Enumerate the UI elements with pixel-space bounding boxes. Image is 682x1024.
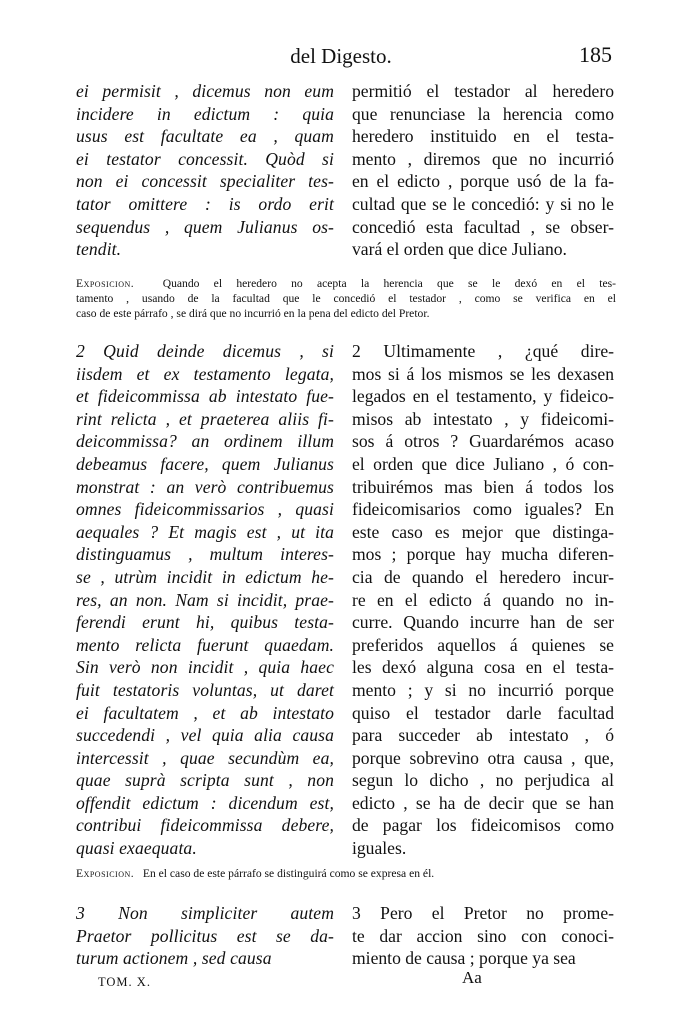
text-line: turum actionem , sed causa <box>76 948 272 969</box>
text-line: Praetor pollicitus est se da- <box>76 925 334 946</box>
text-line: mos si á los mismos se les dexasen <box>352 363 614 384</box>
text-line: mento , diremos que no incurrió <box>352 148 614 169</box>
text-line: en el edicto , porque usó de la fa- <box>352 171 614 192</box>
text-line: miento de causa ; porque ya sea <box>352 948 576 969</box>
exposicion-label: Exposicion. <box>76 277 135 290</box>
text-line: sos á otros ? Guardarémos acaso <box>352 431 614 452</box>
text-line: offendit edictum : dicendum est, <box>76 792 334 813</box>
page-number: 185 <box>579 42 612 67</box>
spanish-text-block-1 <box>352 80 614 261</box>
volume-label: TOM. X. <box>98 975 151 989</box>
text-line: intercessit , quae secundùm ea, <box>76 747 334 768</box>
exposicion-note-1: Exposicion. Quando el heredero no acepta la herencia que se le dexó en el tes- tamento , usando de la facultad que le concedió el testador , como se verifica en el caso de este párrafo , se dirá que no incurrió en la pena del edicto del Pretor. <box>76 277 616 321</box>
exposicion-note-2: Exposicion. En el caso de este párrafo se distinguirá como se expresa en él. <box>76 867 435 880</box>
text-line: et fideicommissa ab intestato fue- <box>76 386 334 407</box>
text-line: quae suprà scripta sunt , non <box>76 770 334 791</box>
text-line: ei facultatem , et ab intestato <box>76 702 334 723</box>
text-line: el orden que dice Juliano , ó con- <box>352 453 614 474</box>
text-line: 2 Quid deinde dicemus , si <box>76 341 334 361</box>
text-line: distinguamus , multum interes- <box>76 544 334 565</box>
text-line: aequales ? Et magis est , ut ita <box>76 521 334 542</box>
text-line: res, an non. Nam si incidit, prae- <box>76 589 334 610</box>
signature-mark: Aa <box>462 968 482 987</box>
text-line: te dar accion sino con conoci- <box>352 925 614 946</box>
text-line: mos ; porque hay mucha diferen- <box>352 544 614 565</box>
text-line: ferendi erunt hi, quibus testa- <box>76 612 334 633</box>
text-line: misos ab intestato , y fideicomi- <box>352 408 614 429</box>
text-line: para succeder ab intestato , ó <box>352 725 614 746</box>
text-line: iisdem et ex testamento legata, <box>76 363 334 384</box>
text-line: re en el edicto á quando no in- <box>352 589 614 610</box>
text-line: segun lo dicho , no perjudica al <box>352 770 614 791</box>
text-line: edicto , se ha de decir que se han <box>352 792 614 813</box>
text-line: sequendus , quem Julianus os- <box>76 216 334 237</box>
text-line: que renunciase la herencia como <box>352 103 614 124</box>
latin-text-block-2 <box>76 340 334 860</box>
text-line: tator omittere : is ordo erit <box>76 193 334 214</box>
text-line: curre. Quando incurre han de ser <box>352 612 614 633</box>
text-line: 3 Non simpliciter autem <box>76 903 334 923</box>
text-line: porque sobrevino otra causa , que, <box>352 747 614 768</box>
text-line: mento ; y si no incurrió porque <box>352 679 614 700</box>
spanish-text-block-2 <box>352 340 614 860</box>
text-line: incidere in edictum : quia <box>76 103 334 124</box>
text-line: usus est facultate ea , quam <box>76 126 334 147</box>
text-line: tendit. <box>76 239 122 260</box>
text-line: legados en el testamento, y fideico- <box>352 386 614 407</box>
text-line: heredero instituido en el testa- <box>352 126 614 147</box>
text-line: debeamus facere, quem Julianus <box>76 453 334 474</box>
running-header: del Digesto. <box>290 44 392 68</box>
text-line: monstrat : an verò contribuemus <box>76 476 334 497</box>
latin-text-block-1 <box>76 80 334 261</box>
latin-text-block-3 <box>76 902 334 970</box>
text-line: ei permisit , dicemus non eum <box>76 81 334 101</box>
text-line: concedió esta facultad , se obser- <box>352 216 614 237</box>
text-line: preferidos aquellos á quienes se <box>352 634 614 655</box>
text-line: 3 Pero el Pretor no prome- <box>352 903 614 923</box>
text-line: 2 Ultimamente , ¿qué dire- <box>352 341 614 361</box>
text-line: mento relicta fuerunt quaedam. <box>76 634 334 655</box>
exposicion-label: Exposicion. <box>76 867 135 880</box>
text-line: fideicomisarios como iguales? En <box>352 499 614 520</box>
text-line: este caso es mejor que distinga- <box>352 521 614 542</box>
text-line: ei testator concessit. Quòd si <box>76 148 334 169</box>
text-line: non ei concessit specialiter tes- <box>76 171 334 192</box>
text-line: les dexó alguna cosa en el testa- <box>352 657 614 678</box>
text-line: cultad que se le concedió: y si no le <box>352 193 614 214</box>
text-line: omnes fideicommissarios , quasi <box>76 499 334 520</box>
text-line: se , utrùm incidit in edictum he- <box>76 566 334 587</box>
text-line: succedendi , vel quia alia causa <box>76 725 334 746</box>
spanish-text-block-3 <box>352 902 614 970</box>
text-line: fuit testatoris voluntas, ut daret <box>76 679 334 700</box>
text-line: iguales. <box>352 838 407 859</box>
text-line: deicommissa? an ordinem illum <box>76 431 334 452</box>
text-line: vará el orden que dice Juliano. <box>352 239 567 260</box>
text-line: contribui fideicommissa debere, <box>76 815 334 836</box>
text-line: tribuirémos mas bien á todos los <box>352 476 614 497</box>
text-line: Sin verò non incidit , quia haec <box>76 657 334 678</box>
text-line: quasi exaequata. <box>76 838 197 859</box>
text-line: permitió el testador al heredero <box>352 81 614 101</box>
text-line: quiso el testador darle facultad <box>352 702 614 723</box>
text-line: de pagar los fideicomisos como <box>352 815 614 836</box>
text-line: cia de quando el heredero incur- <box>352 566 614 587</box>
text-line: rint relicta , et praeterea aliis fi- <box>76 408 334 429</box>
